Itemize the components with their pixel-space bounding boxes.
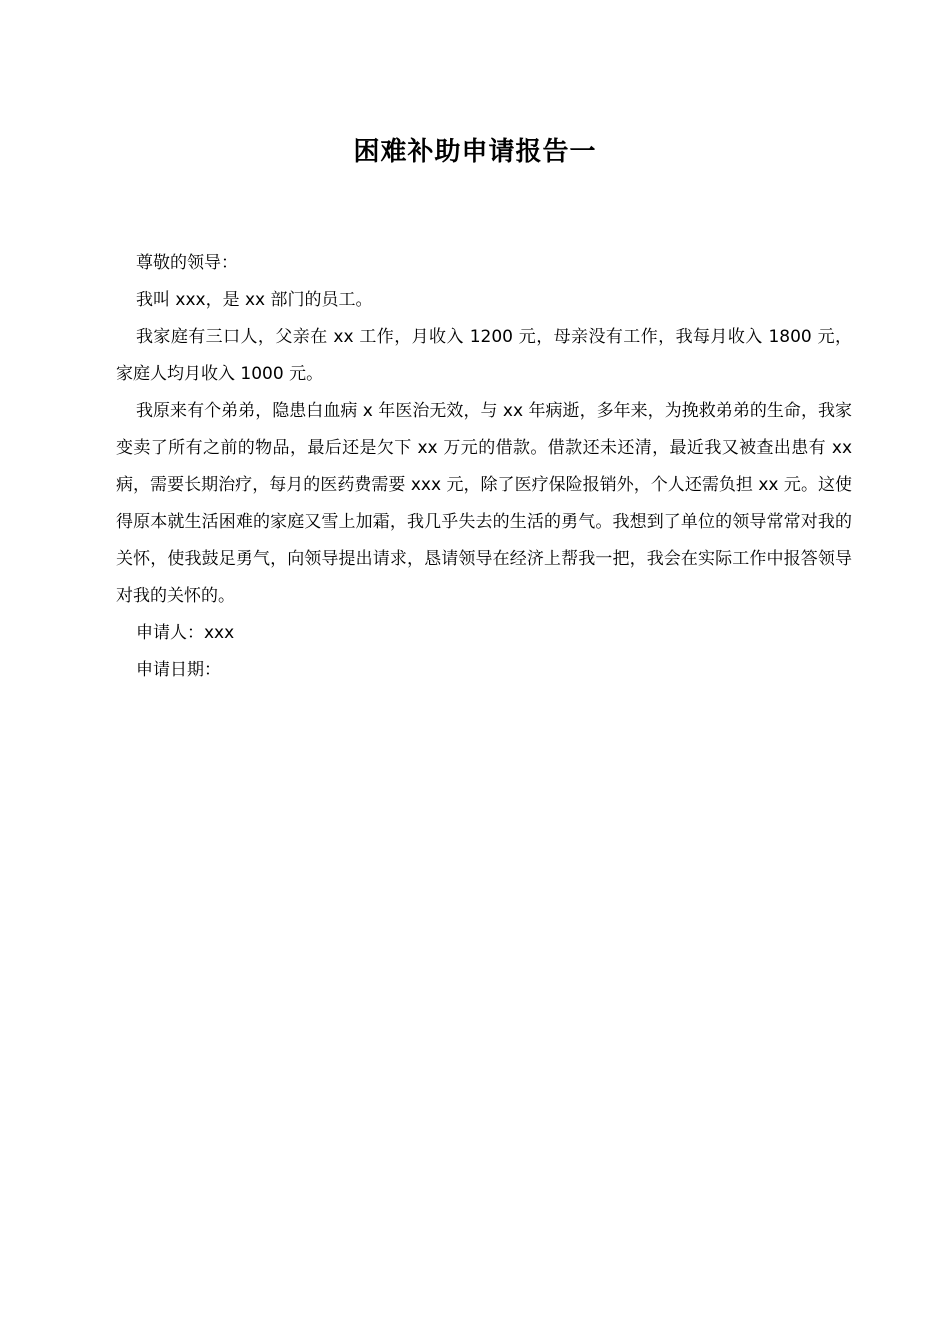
paragraph-family: 我家庭有三口人，父亲在 xx 工作，月收入 1200 元，母亲没有工作，我每月收入 1800 元，家庭人均月收入 1000 元。 [116, 327, 852, 384]
paragraph-circumstances: 我原来有个弟弟，隐患白血病 x 年医治无效，与 xx 年病逝，多年来，为挽救弟弟的生命，我家变卖了所有之前的物品，最后还是欠下 xx 万元的借款。借款还未还清，最近我又被查出患有 xx 病，需要长期治疗，每月的医药费需要 xxx 元，除了医疗保险报销外，个人还需负担 xx 元。这使得原本就生活困难的家庭又雪上加霜，我几乎失去的生活的勇气。我想到了单位的领导常常对我的关怀，使我鼓足勇气，向领导提出请求，恳请领导在经济上帮我一把，我会在实际工作中报答领导对我的关怀的。 [116, 401, 852, 606]
date-line: 申请日期： [136, 660, 221, 680]
document-title: 困难补助申请报告一 [353, 137, 597, 167]
paragraph-intro: 我叫 xxx，是 xx 部门的员工。 [136, 290, 373, 310]
salutation: 尊敬的领导： [136, 253, 238, 273]
applicant-line: 申请人：xxx [136, 623, 235, 643]
document-body [116, 245, 852, 689]
